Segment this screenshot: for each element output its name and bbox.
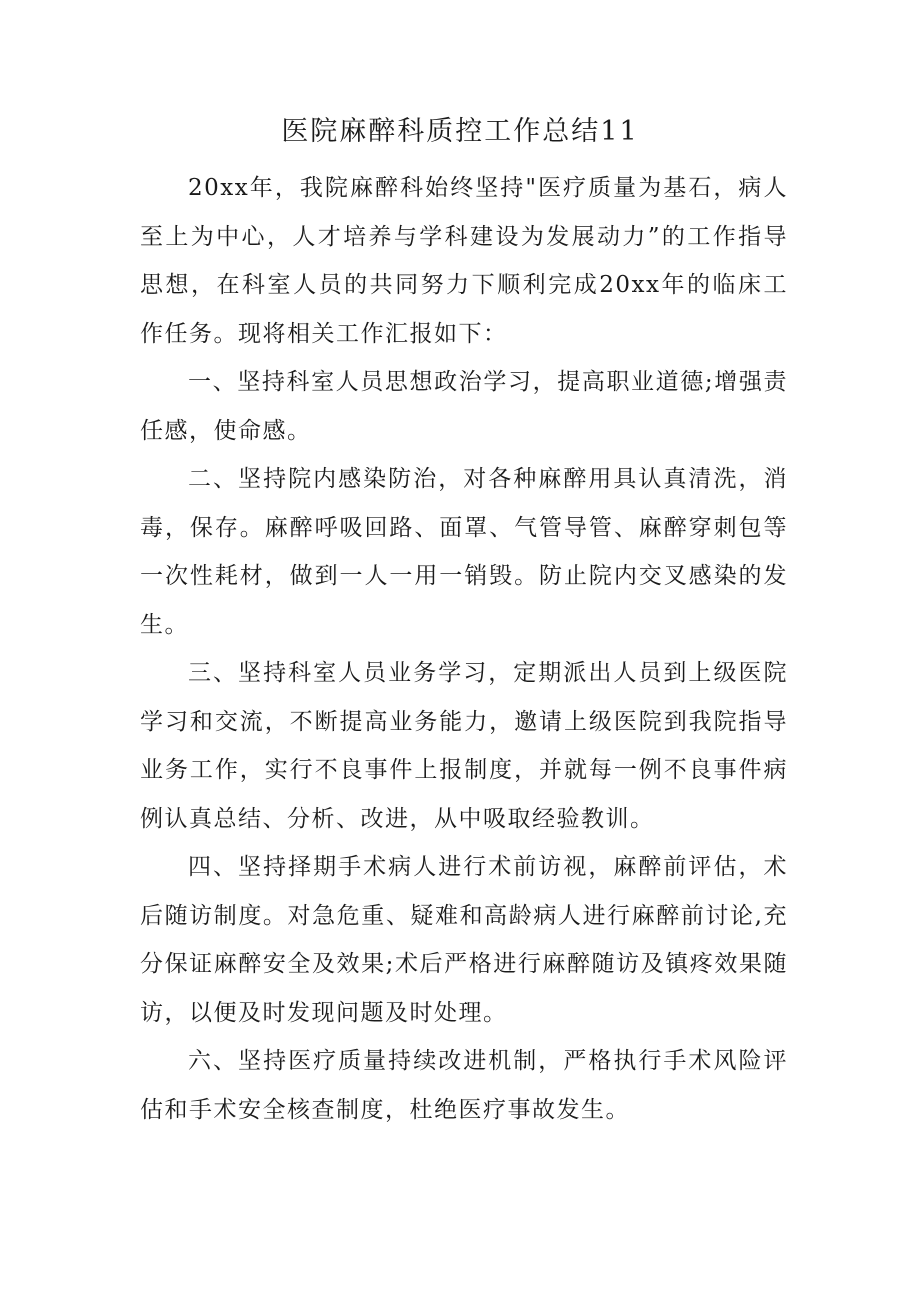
paragraph-item-1: 一、坚持科室人员思想政治学习，提高职业道德;增强责任感，使命感。 bbox=[140, 369, 788, 444]
paragraph-item-4: 四、坚持择期手术病人进行术前访视，麻醉前评估，术后随访制度。对急危重、疑难和高龄病人进行麻醉前讨论,充分保证麻醉安全及效果;术后严格进行麻醉随访及镇疼效果随访，以便及时发现问题及时处理。 bbox=[140, 854, 788, 1026]
document-body bbox=[140, 164, 788, 1134]
paragraph-intro: 20xx年，我院麻醉科始终坚持"医疗质量为基石，病人至上为中心，人才培养与学科建设为发展动力”的工作指导思想，在科室人员的共同努力下顺利完成20xx年的临床工作任务。现将相关工作汇报如下： bbox=[140, 175, 788, 347]
paragraph-item-6: 六、坚持医疗质量持续改进机制，严格执行手术风险评估和手术安全核查制度，杜绝医疗事故发生。 bbox=[140, 1048, 788, 1123]
document-title: 医院麻醉科质控工作总结11 bbox=[281, 116, 639, 147]
paragraph-item-3: 三、坚持科室人员业务学习，定期派出人员到上级医院学习和交流，不断提高业务能力，邀请上级医院到我院指导业务工作，实行不良事件上报制度，并就每一例不良事件病例认真总结、分析、改进，从中吸取经验教训。 bbox=[140, 660, 788, 832]
paragraph-item-2: 二、坚持院内感染防治，对各种麻醉用具认真清洗，消毒，保存。麻醉呼吸回路、面罩、气管导管、麻醉穿刺包等一次性耗材，做到一人一用一销毁。防止院内交叉感染的发生。 bbox=[140, 466, 788, 638]
